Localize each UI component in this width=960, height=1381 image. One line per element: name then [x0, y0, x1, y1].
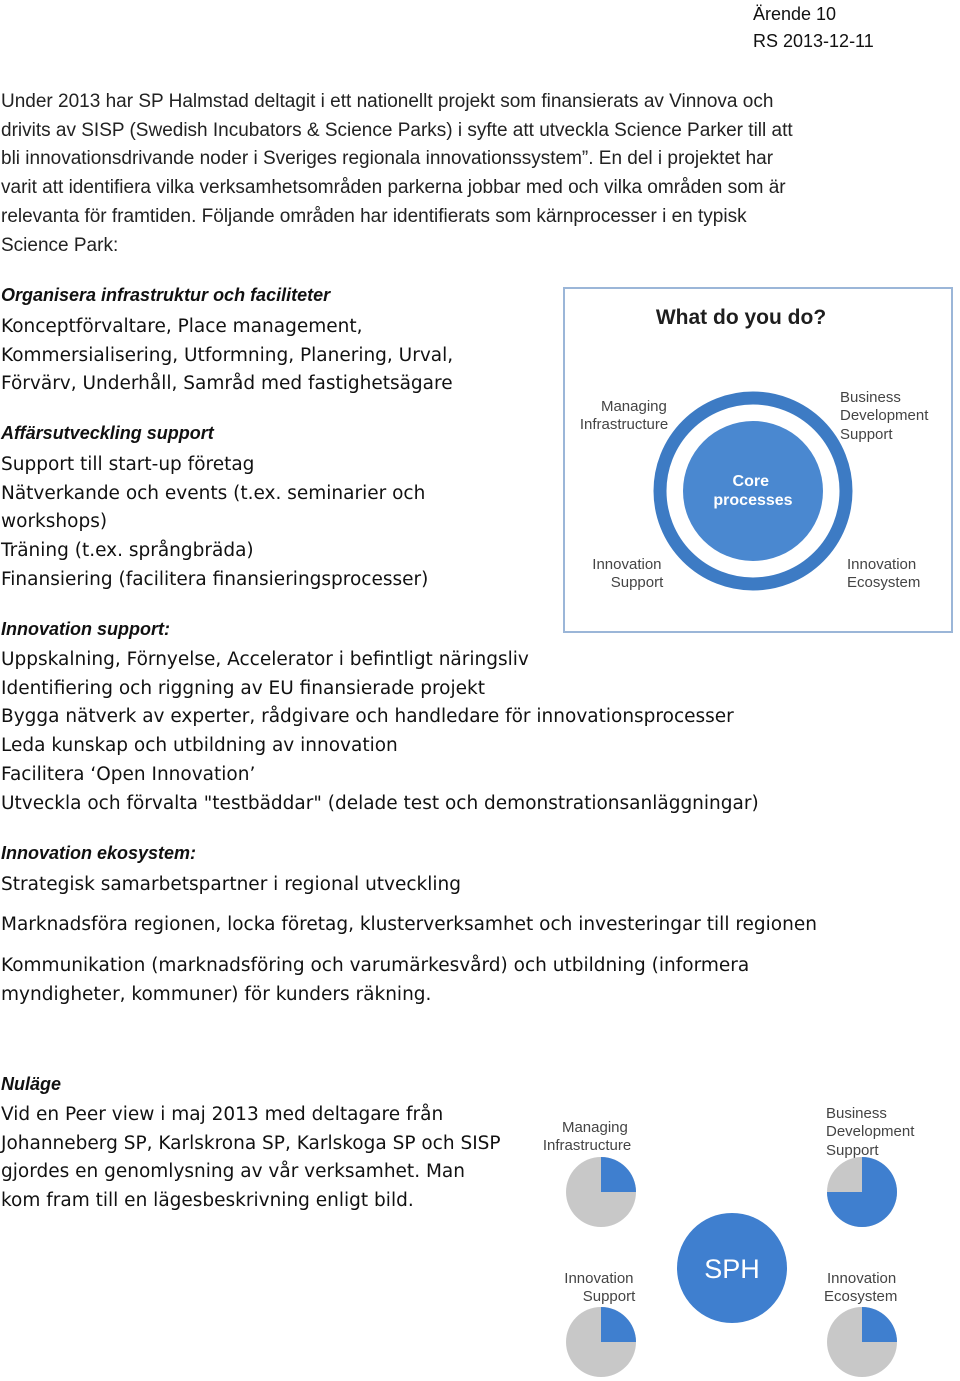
body-line: gjordes en genomlysning av vår verksamhet. Man [1, 1161, 465, 1183]
intro-line: drivits av SISP (Swedish Incubators & Science Parks) i syfte att utveckla Science Parker till att [1, 119, 793, 141]
doc-header [753, 1, 874, 55]
sph-assessment-figure [535, 1100, 925, 1381]
case-number: Ärende 10 [753, 4, 837, 24]
pie-business-development-support [827, 1157, 897, 1227]
pie-filled-slice [601, 1157, 636, 1192]
core-processes-figure [563, 287, 953, 634]
label-innovation-support: Innovation Support [564, 1270, 636, 1305]
core-circle [683, 421, 823, 561]
label-innovation-ecosystem: Innovation Ecosystem [847, 556, 921, 591]
ecosystem-line-1: Strategisk samarbetspartner i regional utveckling [1, 874, 462, 895]
body-line: Facilitera ‘Open Innovation’ [1, 763, 256, 785]
pie-innovation-ecosystem [827, 1307, 897, 1377]
section-heading-infrastructure: Organisera infrastruktur och faciliteter [1, 285, 331, 305]
intro-line: bli innovationsdrivande noder i Sveriges regionala innovationssystem”. En del i projektet har [1, 148, 774, 170]
ecosystem-paragraph-3 [1, 952, 749, 1009]
body-line: Leda kunskap och utbildning av innovation [1, 735, 398, 757]
intro-line: Science Park: [1, 234, 119, 256]
body-line: Support till start-up företag [1, 454, 255, 475]
body-line: Träning (t.ex. språngbräda) [1, 540, 254, 562]
body-line: kom fram till en lägesbeskrivning enligt bild. [1, 1190, 414, 1212]
body-line: workshops) [1, 511, 108, 533]
section-heading-business: Affärsutveckling support [1, 423, 214, 443]
label-innovation-ecosystem: Innovation Ecosystem [824, 1270, 898, 1305]
section-heading-innovation-support: Innovation support: [1, 619, 170, 639]
body-line: Vid en Peer view i maj 2013 med deltagare från [1, 1104, 444, 1125]
core-label: Core processes [713, 473, 793, 509]
body-line: Identifiering och riggning av EU finansierade projekt [1, 677, 485, 699]
intro-paragraph [1, 88, 921, 260]
body-line: Kommersialisering, Utformning, Planering, Urval, [1, 344, 454, 366]
body-line: Nätverkande och events (t.ex. seminarier och [1, 482, 426, 504]
label-business-development-support: Business Development Support [840, 389, 929, 443]
body-line: Konceptförvaltare, Place management, [1, 316, 363, 337]
label-business-development-support: Business Development Support [826, 1105, 915, 1159]
pie-managing-infrastructure [566, 1157, 636, 1227]
section-body-nulage [1, 1101, 501, 1216]
pie-filled-slice [601, 1307, 636, 1342]
section-body-infrastructure [1, 313, 453, 399]
sph-label: SPH [704, 1254, 760, 1284]
body-line: Förvärv, Underhåll, Samråd med fastighetsägare [1, 373, 453, 395]
body-line: Uppskalning, Förnyelse, Accelerator i befintligt näringsliv [1, 649, 529, 670]
ecosystem-line-2: Marknadsföra regionen, locka företag, klusterverksamhet och investeringar till regionen [1, 914, 817, 935]
body-line: myndigheter, kommuner) för kunders räkning. [1, 983, 432, 1005]
label-managing-infrastructure: Managing Infrastructure [542, 1119, 632, 1154]
pie-filled-slice [862, 1307, 897, 1342]
body-line: Utveckla och förvalta "testbäddar" (delade test och demonstrationsanläggningar) [1, 792, 759, 814]
section-body-business [1, 451, 428, 595]
pie-innovation-support [566, 1307, 636, 1377]
section-heading-ecosystem: Innovation ekosystem: [1, 843, 197, 863]
body-line: Bygga nätverk av experter, rådgivare och handledare för innovationsprocesser [1, 706, 734, 728]
label-innovation-support: Innovation Support [592, 556, 664, 591]
figure-title: What do you do? [655, 306, 827, 329]
body-line: Kommunikation (marknadsföring och varumärkesvård) och utbildning (informera [1, 955, 750, 976]
intro-line: Under 2013 har SP Halmstad deltagit i ett nationellt projekt som finansierats av Vinnova och [1, 91, 774, 112]
intro-line: varit att identifiera vilka verksamhetsområden parkerna jobbar med och vilka områden som är [1, 177, 786, 199]
intro-line: relevanta för framtiden. Följande områden har identifierats som kärnprocesser i en typisk [1, 205, 747, 227]
meeting-date: RS 2013-12-11 [753, 31, 874, 51]
section-body-innovation-support [1, 646, 759, 818]
body-line: Finansiering (facilitera finansieringsprocesser) [1, 568, 429, 590]
body-line: Johanneberg SP, Karlskrona SP, Karlskoga SP och SISP [1, 1132, 501, 1154]
label-managing-infrastructure: Managing Infrastructure [579, 398, 669, 433]
section-heading-nulage: Nuläge [1, 1074, 62, 1094]
